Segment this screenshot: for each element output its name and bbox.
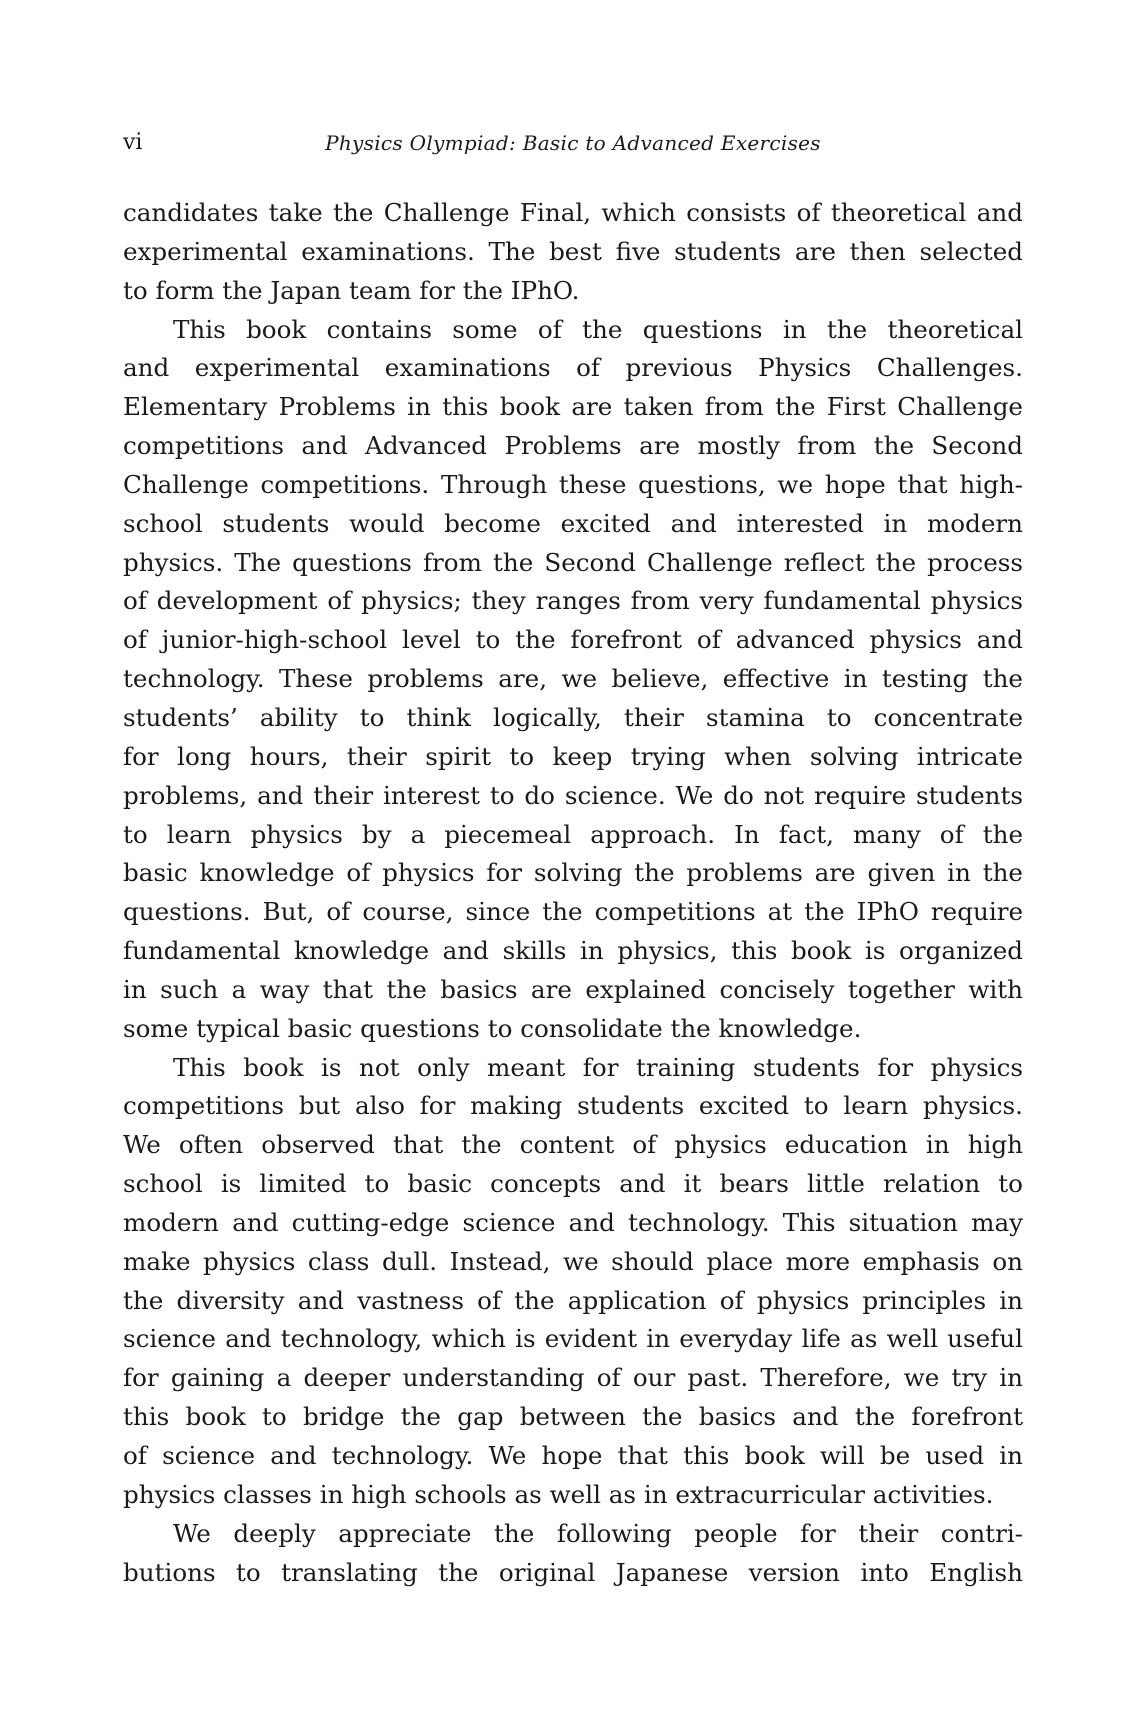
paragraph (123, 311, 1023, 1049)
text-line: candidates take the Challenge Final, which consists of theoretical and (123, 198, 1023, 227)
text-line: school students would become excited and interested in modern (123, 508, 1023, 538)
text-line: science and technology, which is evident in everyday life as well useful (123, 1324, 1023, 1354)
paragraph (123, 194, 1023, 311)
text-line: This book contains some of the questions in the theoretical (173, 314, 1023, 344)
text-line: and experimental examinations of previous Physics Challenges. (123, 353, 1023, 383)
text-line: Challenge competitions. Through these questions, we hope that high- (123, 469, 1023, 499)
text-line: technology. These problems are, we believe, effective in testing the (123, 664, 1023, 694)
text-line: make physics class dull. Instead, we should place more emphasis on (123, 1246, 1023, 1276)
text-line: of science and technology. We hope that this book will be used in (123, 1441, 1023, 1470)
text-line: We deeply appreciate the following people for their contri- (173, 1518, 1023, 1548)
text-line: Elementary Problems in this book are taken from the First Challenge (123, 392, 1023, 422)
text-line: questions. But, of course, since the competitions at the IPhO require (123, 897, 1023, 927)
text-line: this book to bridge the gap between the basics and the forefront (123, 1402, 1023, 1432)
paragraph (123, 1515, 1023, 1593)
text-line: students’ ability to think logically, their stamina to concentrate (123, 702, 1023, 732)
text-line: We often observed that the content of physics education in high (123, 1130, 1023, 1160)
text-line: problems, and their interest to do science. We do not require students (123, 780, 1023, 810)
text-line: of development of physics; they ranges from very fundamental physics (123, 586, 1023, 616)
text-line: modern and cutting-edge science and technology. This situation may (123, 1207, 1023, 1237)
text-line: some typical basic questions to consolidate the knowledge. (123, 1013, 862, 1043)
text-line: of junior-high-school level to the forefront of advanced physics and (123, 625, 1023, 655)
running-title: Physics Olympiad: Basic to Advanced Exercises (325, 131, 821, 155)
text-line: the diversity and vastness of the application of physics principles in (123, 1285, 1023, 1315)
page-header (123, 126, 1023, 160)
text-line: physics classes in high schools as well as in extracurricular activities. (123, 1479, 994, 1509)
text-line: butions to translating the original Japanese version into English (123, 1557, 1023, 1587)
text-line: competitions and Advanced Problems are mostly from the Second (123, 431, 1023, 461)
text-line: This book is not only meant for training students for physics (173, 1052, 1023, 1082)
text-line: basic knowledge of physics for solving the problems are given in the (123, 858, 1023, 888)
text-line: fundamental knowledge and skills in physics, this book is organized (123, 936, 1023, 966)
text-line: to form the Japan team for the IPhO. (123, 275, 580, 305)
paragraph (123, 1049, 1023, 1515)
text-line: for gaining a deeper understanding of our past. Therefore, we try in (123, 1363, 1023, 1393)
body-text (123, 194, 1023, 1592)
page-number: vi (123, 130, 143, 155)
text-line: experimental examinations. The best five students are then selected (123, 236, 1023, 266)
text-line: in such a way that the basics are explained concisely together with (123, 974, 1023, 1004)
text-line: physics. The questions from the Second Challenge reflect the process (123, 547, 1023, 577)
text-line: for long hours, their spirit to keep trying when solving intricate (123, 741, 1023, 771)
text-line: competitions but also for making students excited to learn physics. (123, 1091, 1023, 1121)
text-line: school is limited to basic concepts and it bears little relation to (123, 1169, 1023, 1199)
text-line: to learn physics by a piecemeal approach. In fact, many of the (123, 819, 1023, 849)
